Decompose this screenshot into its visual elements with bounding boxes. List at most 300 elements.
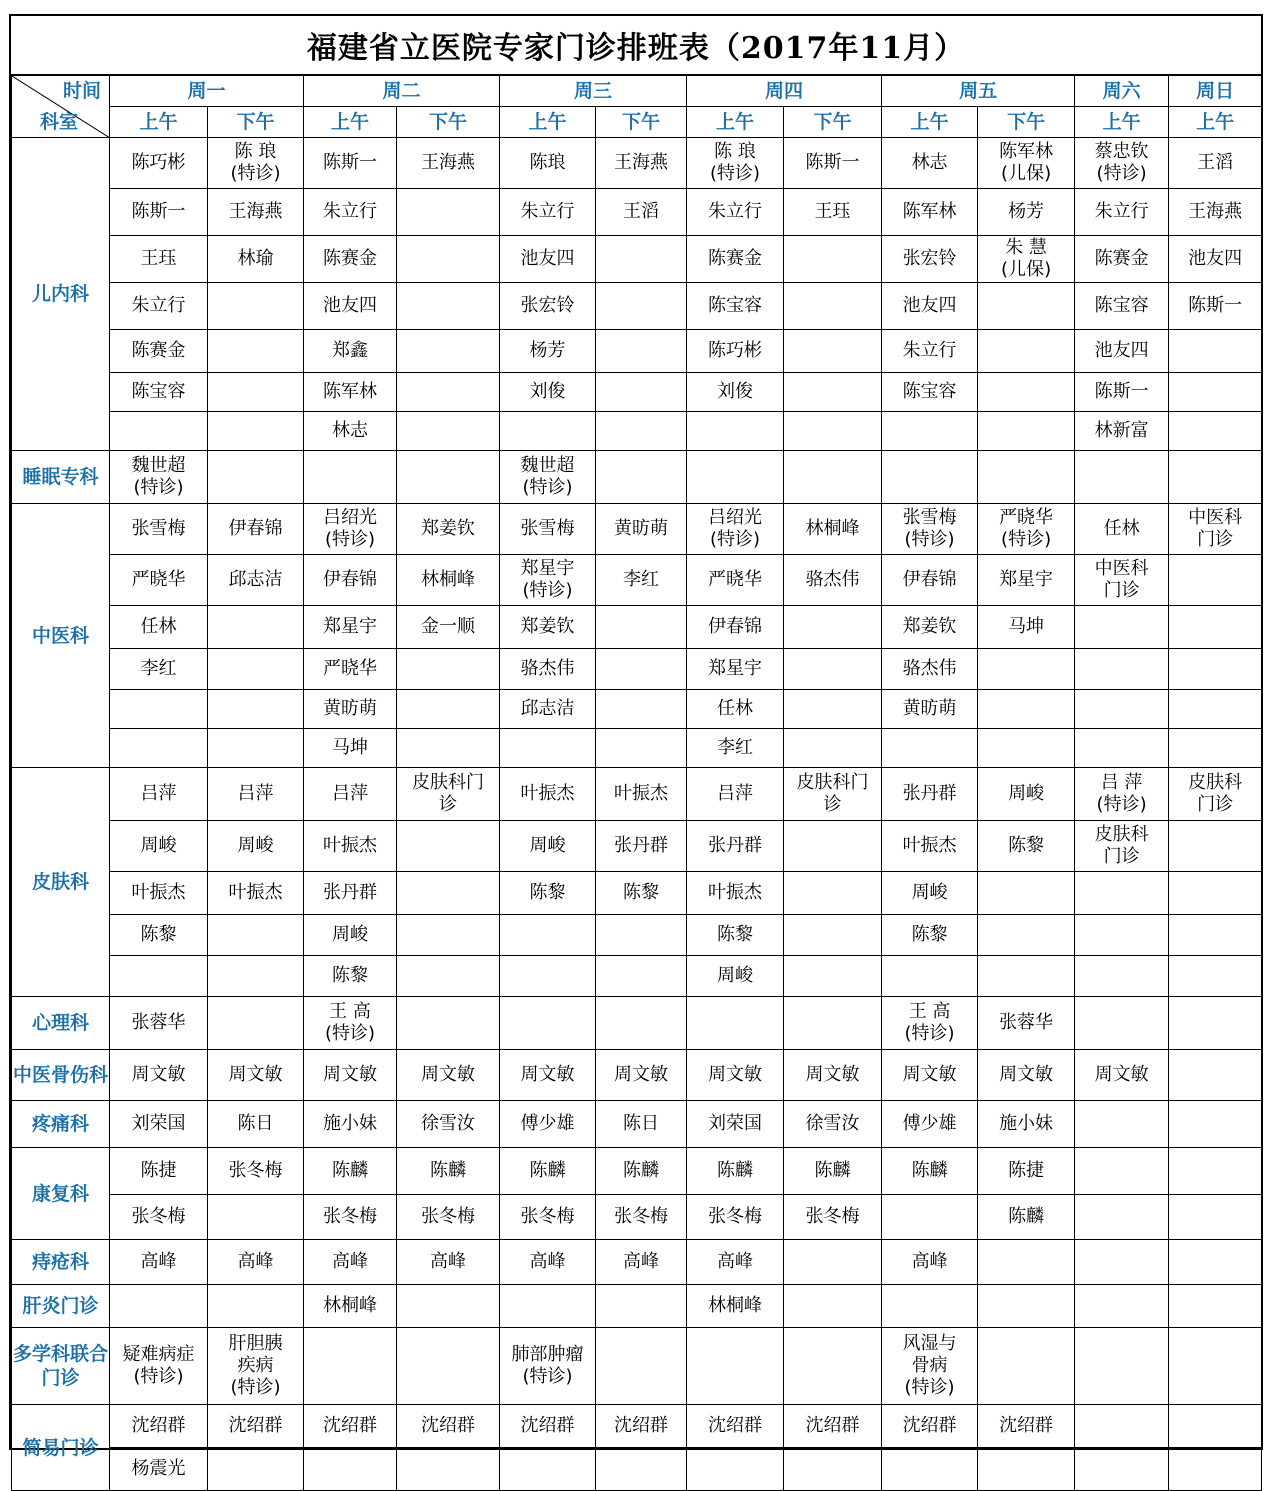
- doctor-cell: 伊春锦: [208, 504, 304, 555]
- doctor-cell: [500, 997, 596, 1050]
- schedule-row: [12, 606, 1262, 649]
- doctor-cell: 严晓华: [687, 555, 784, 606]
- doctor-cell: [397, 997, 500, 1050]
- doctor-cell: 陈麟: [596, 1148, 687, 1195]
- doctor-cell: [208, 373, 304, 412]
- doctor-cell: 张丹群: [882, 768, 978, 821]
- doctor-cell: 周峻: [208, 821, 304, 872]
- doctor-cell: 张雪梅: [110, 504, 208, 555]
- doctor-cell: [687, 451, 784, 504]
- doctor-cell: 张丹群: [304, 872, 397, 915]
- doctor-cell: [208, 729, 304, 768]
- doctor-cell: [882, 729, 978, 768]
- doctor-cell: [1169, 451, 1262, 504]
- doctor-cell: 张宏铃: [882, 236, 978, 283]
- doctor-cell: 周峻: [110, 821, 208, 872]
- doctor-cell: 陈麟: [978, 1195, 1075, 1240]
- doctor-cell: [1169, 690, 1262, 729]
- doctor-cell: 陈斯一: [1169, 283, 1262, 330]
- corner-time-label: 时间: [62, 80, 101, 102]
- doctor-cell: 陈捷: [110, 1148, 208, 1195]
- doctor-cell: [1075, 1285, 1169, 1328]
- day-header: 周四: [687, 76, 882, 107]
- doctor-cell: [1075, 1328, 1169, 1405]
- doctor-cell: [596, 956, 687, 997]
- schedule-row: [12, 729, 1262, 768]
- slot-header: 上午: [304, 107, 397, 138]
- doctor-cell: 王滔: [1169, 138, 1262, 189]
- doctor-cell: [1169, 412, 1262, 451]
- slot-header-row: [12, 107, 1262, 138]
- doctor-cell: 陈黎: [304, 956, 397, 997]
- doctor-cell: 李红: [687, 729, 784, 768]
- doctor-cell: [1169, 373, 1262, 412]
- doctor-cell: [596, 283, 687, 330]
- day-header: 周六: [1075, 76, 1169, 107]
- doctor-cell: 陈巧彬: [110, 138, 208, 189]
- doctor-cell: [1075, 1148, 1169, 1195]
- doctor-cell: 郑星宇: [304, 606, 397, 649]
- doctor-cell: [110, 956, 208, 997]
- doctor-cell: 叶振杰: [687, 872, 784, 915]
- doctor-cell: 周文敏: [978, 1050, 1075, 1101]
- department-name: 康复科: [12, 1148, 110, 1240]
- doctor-cell: [978, 729, 1075, 768]
- doctor-cell: 沈绍群: [304, 1405, 397, 1448]
- doctor-cell: [1075, 1405, 1169, 1448]
- doctor-cell: 林桐峰: [687, 1285, 784, 1328]
- doctor-cell: [500, 1285, 596, 1328]
- doctor-cell: 刘荣国: [110, 1101, 208, 1148]
- doctor-cell: 高峰: [304, 1240, 397, 1285]
- doctor-cell: [784, 872, 882, 915]
- doctor-cell: 池友四: [304, 283, 397, 330]
- doctor-cell: 朱立行: [1075, 189, 1169, 236]
- doctor-cell: 陈斯一: [304, 138, 397, 189]
- doctor-cell: 朱立行: [110, 283, 208, 330]
- doctor-cell: 周峻: [687, 956, 784, 997]
- doctor-cell: 陈黎: [882, 915, 978, 956]
- doctor-cell: [687, 1328, 784, 1405]
- doctor-cell: 林桐峰: [784, 504, 882, 555]
- doctor-cell: 陈日: [596, 1101, 687, 1148]
- schedule-row: [12, 1285, 1262, 1328]
- doctor-cell: 肝胆胰 疾病 (特诊): [208, 1328, 304, 1405]
- schedule-row: [12, 768, 1262, 821]
- doctor-cell: 陈斯一: [784, 138, 882, 189]
- doctor-cell: 陈黎: [596, 872, 687, 915]
- doctor-cell: 周文敏: [1075, 1050, 1169, 1101]
- schedule-row: [12, 1405, 1262, 1448]
- doctor-cell: [784, 1285, 882, 1328]
- doctor-cell: [596, 1285, 687, 1328]
- doctor-cell: 吕萍: [208, 768, 304, 821]
- doctor-cell: [500, 412, 596, 451]
- doctor-cell: 陈赛金: [304, 236, 397, 283]
- doctor-cell: [1169, 1148, 1262, 1195]
- doctor-cell: 皮肤科门 诊: [784, 768, 882, 821]
- doctor-cell: 周文敏: [784, 1050, 882, 1101]
- doctor-cell: [978, 412, 1075, 451]
- doctor-cell: 周文敏: [687, 1050, 784, 1101]
- doctor-cell: 高峰: [208, 1240, 304, 1285]
- doctor-cell: 周文敏: [500, 1050, 596, 1101]
- slot-header: 上午: [1075, 107, 1169, 138]
- doctor-cell: [596, 373, 687, 412]
- doctor-cell: 叶振杰: [882, 821, 978, 872]
- doctor-cell: 陈斯一: [1075, 373, 1169, 412]
- doctor-cell: [1169, 330, 1262, 373]
- day-header: 周日: [1169, 76, 1262, 107]
- doctor-cell: 杨芳: [500, 330, 596, 373]
- schedule-row: [12, 872, 1262, 915]
- doctor-cell: [882, 1448, 978, 1491]
- schedule-sheet: [9, 14, 1263, 1479]
- doctor-cell: 吕绍光 (特诊): [304, 504, 397, 555]
- schedule-row: [12, 1101, 1262, 1148]
- doctor-cell: [978, 330, 1075, 373]
- corner-cell: [12, 76, 110, 138]
- doctor-cell: 郑姜钦: [500, 606, 596, 649]
- doctor-cell: 陈捷: [978, 1148, 1075, 1195]
- slot-header: 上午: [882, 107, 978, 138]
- doctor-cell: [784, 412, 882, 451]
- doctor-cell: 林瑜: [208, 236, 304, 283]
- doctor-cell: [784, 821, 882, 872]
- doctor-cell: 池友四: [1169, 236, 1262, 283]
- doctor-cell: [208, 915, 304, 956]
- doctor-cell: [784, 956, 882, 997]
- doctor-cell: [596, 915, 687, 956]
- doctor-cell: 严晓华: [304, 649, 397, 690]
- doctor-cell: 朱立行: [882, 330, 978, 373]
- doctor-cell: [1169, 915, 1262, 956]
- schedule-row: [12, 690, 1262, 729]
- doctor-cell: 张冬梅: [596, 1195, 687, 1240]
- doctor-cell: [208, 1448, 304, 1491]
- doctor-cell: 骆杰伟: [500, 649, 596, 690]
- doctor-cell: 吕萍: [304, 768, 397, 821]
- doctor-cell: [1075, 1240, 1169, 1285]
- department-name: 心理科: [12, 997, 110, 1050]
- doctor-cell: 郑星宇: [978, 555, 1075, 606]
- slot-header: 下午: [978, 107, 1075, 138]
- doctor-cell: [1169, 649, 1262, 690]
- doctor-cell: [978, 373, 1075, 412]
- doctor-cell: 吕 萍 (特诊): [1075, 768, 1169, 821]
- department-name: 儿内科: [12, 138, 110, 451]
- doctor-cell: 陈军林: [304, 373, 397, 412]
- doctor-cell: 陈宝容: [110, 373, 208, 412]
- doctor-cell: 马坤: [304, 729, 397, 768]
- doctor-cell: [784, 1240, 882, 1285]
- department-name: 中医骨伤科: [12, 1050, 110, 1101]
- schedule-row: [12, 1050, 1262, 1101]
- doctor-cell: [110, 690, 208, 729]
- doctor-cell: 陈麟: [397, 1148, 500, 1195]
- department-name: 痔疮科: [12, 1240, 110, 1285]
- doctor-cell: 沈绍群: [882, 1405, 978, 1448]
- doctor-cell: 王 高 (特诊): [882, 997, 978, 1050]
- doctor-cell: [1169, 872, 1262, 915]
- schedule-row: [12, 956, 1262, 997]
- doctor-cell: 陈麟: [304, 1148, 397, 1195]
- doctor-cell: [1169, 1405, 1262, 1448]
- doctor-cell: [208, 283, 304, 330]
- slot-header: 上午: [1169, 107, 1262, 138]
- doctor-cell: [978, 1328, 1075, 1405]
- doctor-cell: 高峰: [882, 1240, 978, 1285]
- doctor-cell: 刘俊: [500, 373, 596, 412]
- doctor-cell: 杨芳: [978, 189, 1075, 236]
- doctor-cell: 周文敏: [596, 1050, 687, 1101]
- doctor-cell: [596, 451, 687, 504]
- doctor-cell: 高峰: [110, 1240, 208, 1285]
- slot-header: 下午: [397, 107, 500, 138]
- doctor-cell: 王珏: [110, 236, 208, 283]
- doctor-cell: 伊春锦: [304, 555, 397, 606]
- schedule-row: [12, 821, 1262, 872]
- doctor-cell: 郑姜钦: [882, 606, 978, 649]
- doctor-cell: [1075, 997, 1169, 1050]
- doctor-cell: [784, 997, 882, 1050]
- doctor-cell: [978, 872, 1075, 915]
- doctor-cell: [1075, 915, 1169, 956]
- doctor-cell: [397, 1448, 500, 1491]
- doctor-cell: [784, 606, 882, 649]
- doctor-cell: [397, 451, 500, 504]
- doctor-cell: 林新富: [1075, 412, 1169, 451]
- schedule-row: [12, 1448, 1262, 1491]
- doctor-cell: 徐雪汝: [784, 1101, 882, 1148]
- schedule-row: [12, 1195, 1262, 1240]
- doctor-cell: [397, 690, 500, 729]
- doctor-cell: 陈琅: [500, 138, 596, 189]
- schedule-row: [12, 649, 1262, 690]
- doctor-cell: [882, 412, 978, 451]
- doctor-cell: 陈黎: [110, 915, 208, 956]
- doctor-cell: 张宏铃: [500, 283, 596, 330]
- doctor-cell: 周文敏: [110, 1050, 208, 1101]
- doctor-cell: [1169, 1285, 1262, 1328]
- doctor-cell: 沈绍群: [687, 1405, 784, 1448]
- doctor-cell: 邱志洁: [500, 690, 596, 729]
- doctor-cell: 李红: [596, 555, 687, 606]
- doctor-cell: 杨震光: [110, 1448, 208, 1491]
- doctor-cell: 任林: [687, 690, 784, 729]
- doctor-cell: [784, 1448, 882, 1491]
- doctor-cell: 陈宝容: [882, 373, 978, 412]
- doctor-cell: [397, 649, 500, 690]
- doctor-cell: 陈麟: [500, 1148, 596, 1195]
- doctor-cell: 王海燕: [596, 138, 687, 189]
- doctor-cell: [784, 915, 882, 956]
- day-header: 周五: [882, 76, 1075, 107]
- doctor-cell: 陈赛金: [1075, 236, 1169, 283]
- doctor-cell: [1169, 1328, 1262, 1405]
- doctor-cell: 黄昉萌: [882, 690, 978, 729]
- doctor-cell: 骆杰伟: [882, 649, 978, 690]
- doctor-cell: 陈巧彬: [687, 330, 784, 373]
- doctor-cell: [1075, 1101, 1169, 1148]
- doctor-cell: [1169, 821, 1262, 872]
- schedule-row: [12, 330, 1262, 373]
- doctor-cell: 张丹群: [687, 821, 784, 872]
- doctor-cell: [596, 330, 687, 373]
- department-name: 多学科联合门诊: [12, 1328, 110, 1405]
- doctor-cell: [1075, 872, 1169, 915]
- doctor-cell: [978, 649, 1075, 690]
- doctor-cell: [397, 1328, 500, 1405]
- schedule-row: [12, 1328, 1262, 1405]
- doctor-cell: 施小妹: [304, 1101, 397, 1148]
- doctor-cell: 沈绍群: [110, 1405, 208, 1448]
- doctor-cell: 陈宝容: [687, 283, 784, 330]
- doctor-cell: 朱 慧 (儿保): [978, 236, 1075, 283]
- doctor-cell: 陈赛金: [687, 236, 784, 283]
- doctor-cell: [1169, 1240, 1262, 1285]
- doctor-cell: [110, 412, 208, 451]
- doctor-cell: [208, 1195, 304, 1240]
- doctor-cell: 黄昉萌: [596, 504, 687, 555]
- doctor-cell: 高峰: [687, 1240, 784, 1285]
- doctor-cell: 林志: [304, 412, 397, 451]
- doctor-cell: [784, 451, 882, 504]
- doctor-cell: [110, 1285, 208, 1328]
- doctor-cell: 徐雪汝: [397, 1101, 500, 1148]
- doctor-cell: 沈绍群: [784, 1405, 882, 1448]
- doctor-cell: [978, 1448, 1075, 1491]
- doctor-cell: 朱立行: [500, 189, 596, 236]
- schedule-row: [12, 451, 1262, 504]
- doctor-cell: [397, 872, 500, 915]
- doctor-cell: 严晓华: [110, 555, 208, 606]
- doctor-cell: 张冬梅: [110, 1195, 208, 1240]
- doctor-cell: 林志: [882, 138, 978, 189]
- doctor-cell: 周峻: [978, 768, 1075, 821]
- doctor-cell: [500, 729, 596, 768]
- doctor-cell: [397, 956, 500, 997]
- doctor-cell: [208, 956, 304, 997]
- doctor-cell: [784, 649, 882, 690]
- doctor-cell: [978, 283, 1075, 330]
- doctor-cell: 任林: [1075, 504, 1169, 555]
- doctor-cell: 蔡忠钦 (特诊): [1075, 138, 1169, 189]
- doctor-cell: [397, 189, 500, 236]
- doctor-cell: 陈军林: [882, 189, 978, 236]
- doctor-cell: [1169, 1050, 1262, 1101]
- slot-header: 上午: [687, 107, 784, 138]
- doctor-cell: 任林: [110, 606, 208, 649]
- doctor-cell: 伊春锦: [882, 555, 978, 606]
- doctor-cell: 高峰: [596, 1240, 687, 1285]
- doctor-cell: [687, 997, 784, 1050]
- doctor-cell: [110, 729, 208, 768]
- page-title: 福建省立医院专家门诊排班表（2017年11月）: [11, 16, 1261, 75]
- schedule-row: [12, 283, 1262, 330]
- schedule-row: [12, 1148, 1262, 1195]
- doctor-cell: 张冬梅: [687, 1195, 784, 1240]
- doctor-cell: 皮肤科 门诊: [1075, 821, 1169, 872]
- doctor-cell: 高峰: [500, 1240, 596, 1285]
- doctor-cell: [882, 956, 978, 997]
- doctor-cell: 张蓉华: [110, 997, 208, 1050]
- doctor-cell: 吕萍: [110, 768, 208, 821]
- doctor-cell: [397, 729, 500, 768]
- doctor-cell: 刘荣国: [687, 1101, 784, 1148]
- doctor-cell: [500, 956, 596, 997]
- doctor-cell: 朱立行: [687, 189, 784, 236]
- doctor-cell: 池友四: [882, 283, 978, 330]
- slot-header: 下午: [208, 107, 304, 138]
- doctor-cell: 陈日: [208, 1101, 304, 1148]
- doctor-cell: [208, 412, 304, 451]
- doctor-cell: 魏世超 (特诊): [500, 451, 596, 504]
- doctor-cell: 郑星宇: [687, 649, 784, 690]
- doctor-cell: [978, 1285, 1075, 1328]
- doctor-cell: 严晓华 (特诊): [978, 504, 1075, 555]
- doctor-cell: 沈绍群: [978, 1405, 1075, 1448]
- doctor-cell: [500, 915, 596, 956]
- doctor-cell: [687, 412, 784, 451]
- doctor-cell: [1169, 1448, 1262, 1491]
- doctor-cell: [687, 1448, 784, 1491]
- doctor-cell: 傅少雄: [882, 1101, 978, 1148]
- doctor-cell: 周文敏: [882, 1050, 978, 1101]
- schedule-row: [12, 373, 1262, 412]
- doctor-cell: [397, 236, 500, 283]
- doctor-cell: 吕绍光 (特诊): [687, 504, 784, 555]
- doctor-cell: 皮肤科门 诊: [397, 768, 500, 821]
- doctor-cell: 张冬梅: [208, 1148, 304, 1195]
- doctor-cell: [1169, 1101, 1262, 1148]
- doctor-cell: [784, 1328, 882, 1405]
- doctor-cell: 沈绍群: [500, 1405, 596, 1448]
- doctor-cell: [208, 997, 304, 1050]
- doctor-cell: [208, 606, 304, 649]
- schedule-row: [12, 997, 1262, 1050]
- doctor-cell: 金一顺: [397, 606, 500, 649]
- doctor-cell: 伊春锦: [687, 606, 784, 649]
- doctor-cell: [1169, 1195, 1262, 1240]
- doctor-cell: 叶振杰: [500, 768, 596, 821]
- doctor-cell: 吕萍: [687, 768, 784, 821]
- doctor-cell: [784, 283, 882, 330]
- doctor-cell: 陈黎: [687, 915, 784, 956]
- doctor-cell: [978, 451, 1075, 504]
- doctor-cell: [596, 1448, 687, 1491]
- doctor-cell: [208, 330, 304, 373]
- doctor-cell: 王珏: [784, 189, 882, 236]
- doctor-cell: [304, 1448, 397, 1491]
- doctor-cell: 王海燕: [1169, 189, 1262, 236]
- department-name: 疼痛科: [12, 1101, 110, 1148]
- doctor-cell: 陈黎: [500, 872, 596, 915]
- doctor-cell: 王 高 (特诊): [304, 997, 397, 1050]
- doctor-cell: [784, 690, 882, 729]
- schedule-row: [12, 236, 1262, 283]
- doctor-cell: 池友四: [1075, 330, 1169, 373]
- doctor-cell: [397, 373, 500, 412]
- schedule-row: [12, 504, 1262, 555]
- department-name: 简易门诊: [12, 1405, 110, 1491]
- day-header: 周二: [304, 76, 500, 107]
- doctor-cell: 周峻: [304, 915, 397, 956]
- doctor-cell: [596, 412, 687, 451]
- doctor-cell: [208, 649, 304, 690]
- doctor-cell: [978, 1240, 1075, 1285]
- doctor-cell: 叶振杰: [110, 872, 208, 915]
